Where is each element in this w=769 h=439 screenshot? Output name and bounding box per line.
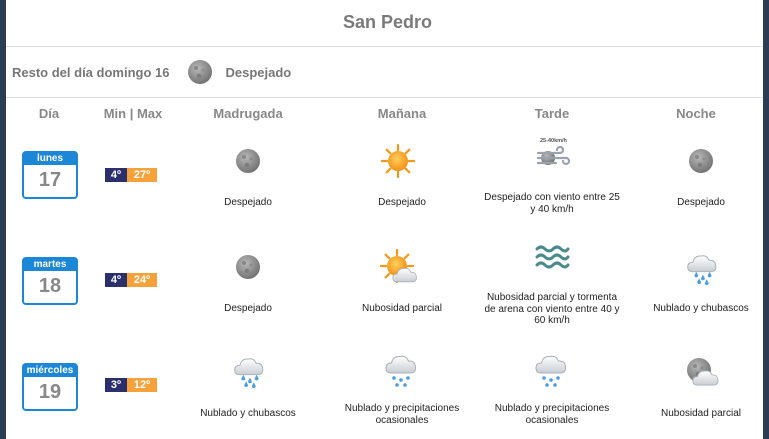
- temp-min: 4º: [105, 273, 127, 287]
- temperature-range: [105, 273, 157, 287]
- sun-icon: [381, 144, 415, 178]
- header-madrugada: Madrugada: [213, 106, 283, 121]
- rest-of-day-label: Resto del día domingo 16: [12, 64, 170, 80]
- day-date: 17: [38, 169, 62, 191]
- cloud-showers-icon: [233, 350, 265, 388]
- forecast-noche: Nubosidad parcial: [660, 408, 742, 419]
- temp-max: 24º: [127, 273, 157, 287]
- temp-min: 4º: [105, 168, 127, 182]
- header-manana: Mañana: [377, 106, 427, 121]
- forecast-madrugada: Despejado: [224, 197, 272, 208]
- moon-clear-icon: [686, 146, 716, 176]
- forecast-tarde: Nublado y precipitaciones ocasionales: [494, 403, 610, 426]
- sun-cloud-icon: [380, 249, 420, 287]
- temp-max: 27º: [127, 168, 157, 182]
- wind-icon: [534, 136, 574, 172]
- wind-speed-label: 25-40km/h: [540, 138, 567, 144]
- temperature-range: [105, 168, 157, 182]
- forecast-noche: Nublado y chubascos: [653, 303, 749, 314]
- divider: [6, 97, 769, 98]
- forecast-tarde: Nubosidad parcial y tormenta de arena con viento entre 40 y 60 km/h: [484, 292, 620, 326]
- divider: [6, 46, 769, 47]
- day-badge: [22, 363, 78, 411]
- moon-clear-icon: [233, 146, 263, 176]
- header-minmax: Min | Max: [103, 106, 163, 121]
- day-badge: [22, 151, 78, 199]
- location-title: San Pedro: [342, 12, 433, 32]
- day-date: 18: [38, 275, 62, 297]
- day-date: 19: [38, 381, 62, 403]
- forecast-tarde: Despejado con viento entre 25 y 40 km/h: [484, 192, 620, 215]
- window-edge: [763, 0, 769, 439]
- header-day: Día: [38, 106, 60, 121]
- header-tarde: Tarde: [534, 106, 570, 121]
- temp-max: 12º: [127, 378, 157, 392]
- cloud-precip-icon: [385, 347, 417, 389]
- moon-clear-icon: [233, 252, 263, 282]
- forecast-noche: Despejado: [677, 197, 725, 208]
- forecast-card: [6, 0, 769, 439]
- rest-of-day-condition: Despejado: [225, 64, 292, 80]
- forecast-madrugada: Despejado: [224, 303, 272, 314]
- forecast-manana: Despejado: [378, 197, 426, 208]
- moon-cloud-icon: [684, 355, 720, 387]
- temp-min: 3º: [105, 378, 127, 392]
- forecast-manana: Nublado y precipitaciones ocasionales: [344, 403, 460, 426]
- sandstorm-icon: [534, 243, 570, 273]
- day-badge: [22, 257, 78, 305]
- day-name: lunes: [24, 153, 76, 165]
- cloud-precip-icon: [535, 347, 567, 389]
- temperature-range: [105, 378, 157, 392]
- day-name: martes: [24, 259, 76, 271]
- forecast-madrugada: Nublado y chubascos: [200, 408, 296, 419]
- rest-of-day-row: [12, 57, 291, 87]
- day-name: miércoles: [24, 365, 76, 377]
- moon-clear-icon: [185, 57, 215, 87]
- header-noche: Noche: [676, 106, 716, 121]
- forecast-manana: Nubosidad parcial: [361, 303, 443, 314]
- cloud-showers-icon: [686, 247, 718, 285]
